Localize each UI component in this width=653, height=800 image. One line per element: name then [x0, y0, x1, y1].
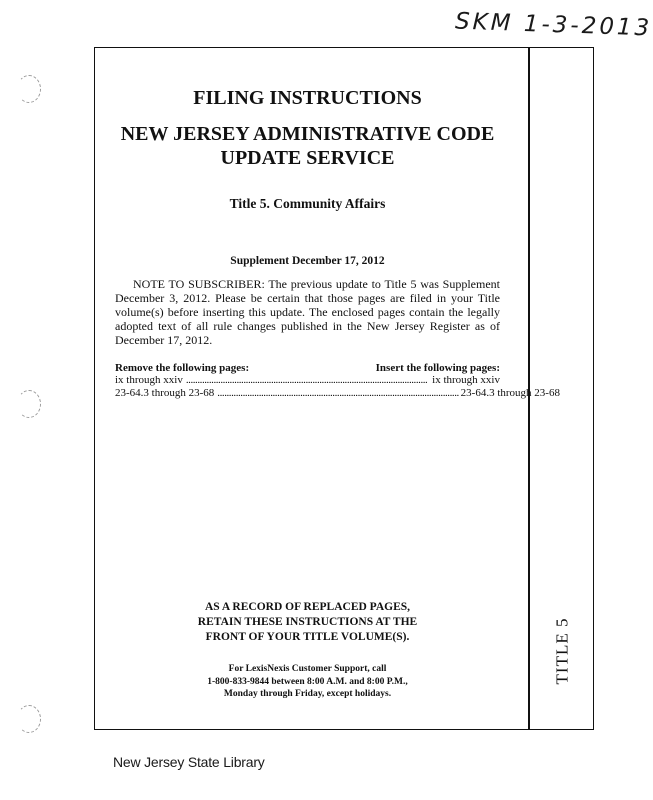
record-line: AS A RECORD OF REPLACED PAGES,: [204, 601, 411, 613]
punch-hole-bottom: [17, 705, 41, 733]
side-tab-label: TITLE 5: [552, 617, 572, 685]
handwritten-note: SKM 1-3-2013: [454, 8, 653, 42]
record-footer: [115, 600, 500, 701]
dot-leader: [186, 374, 429, 387]
pages-header: [115, 362, 500, 374]
supplement-date: Supplement December 17, 2012: [230, 255, 385, 267]
filing-title: FILING INSTRUCTIONS: [193, 87, 422, 109]
punch-hole-top: [17, 75, 41, 103]
support-line: For LexisNexis Customer Support, call: [228, 664, 387, 674]
record-line: FRONT OF YOUR TITLE VOLUME(S).: [205, 631, 410, 643]
code-title-line2: UPDATE SERVICE: [220, 147, 395, 169]
remove-pages: ix through xxiv: [115, 374, 183, 386]
side-tab: [532, 616, 592, 686]
insert-header: Insert the following pages:: [375, 362, 500, 374]
library-stamp: New Jersey State Library: [113, 754, 265, 770]
insert-pages: ix through xxiv: [432, 374, 500, 386]
support-line: 1-800-833-9844 between 8:00 A.M. and 8:00 P.M.,: [207, 676, 408, 687]
note-to-subscriber: NOTE TO SUBSCRIBER: The previous update to Title 5 was Supplement December 3, 2012. Please be certain that those pages are filed in your Title volume(s) before inserting this update. The enclosed pages contain the legally adopted text of all rule changes published in the New Jersey Register as of December 17, 2012.: [115, 277, 500, 347]
record-line: RETAIN THESE INSTRUCTIONS AT THE: [197, 616, 418, 628]
page-row: [115, 387, 560, 400]
page-row: [115, 374, 500, 387]
punch-hole-middle: [17, 390, 41, 418]
support-line: Monday through Friday, except holidays.: [223, 689, 392, 699]
remove-header: Remove the following pages:: [115, 362, 250, 374]
remove-pages: 23-64.3 through 23-68: [115, 387, 215, 399]
instructions-content: [115, 87, 560, 400]
dot-leader: [217, 387, 457, 400]
insert-pages: 23-64.3 through 23-68: [460, 387, 560, 399]
code-title-line1: NEW JERSEY ADMINISTRATIVE CODE: [120, 123, 495, 145]
title-subject: Title 5. Community Affairs: [229, 196, 386, 211]
